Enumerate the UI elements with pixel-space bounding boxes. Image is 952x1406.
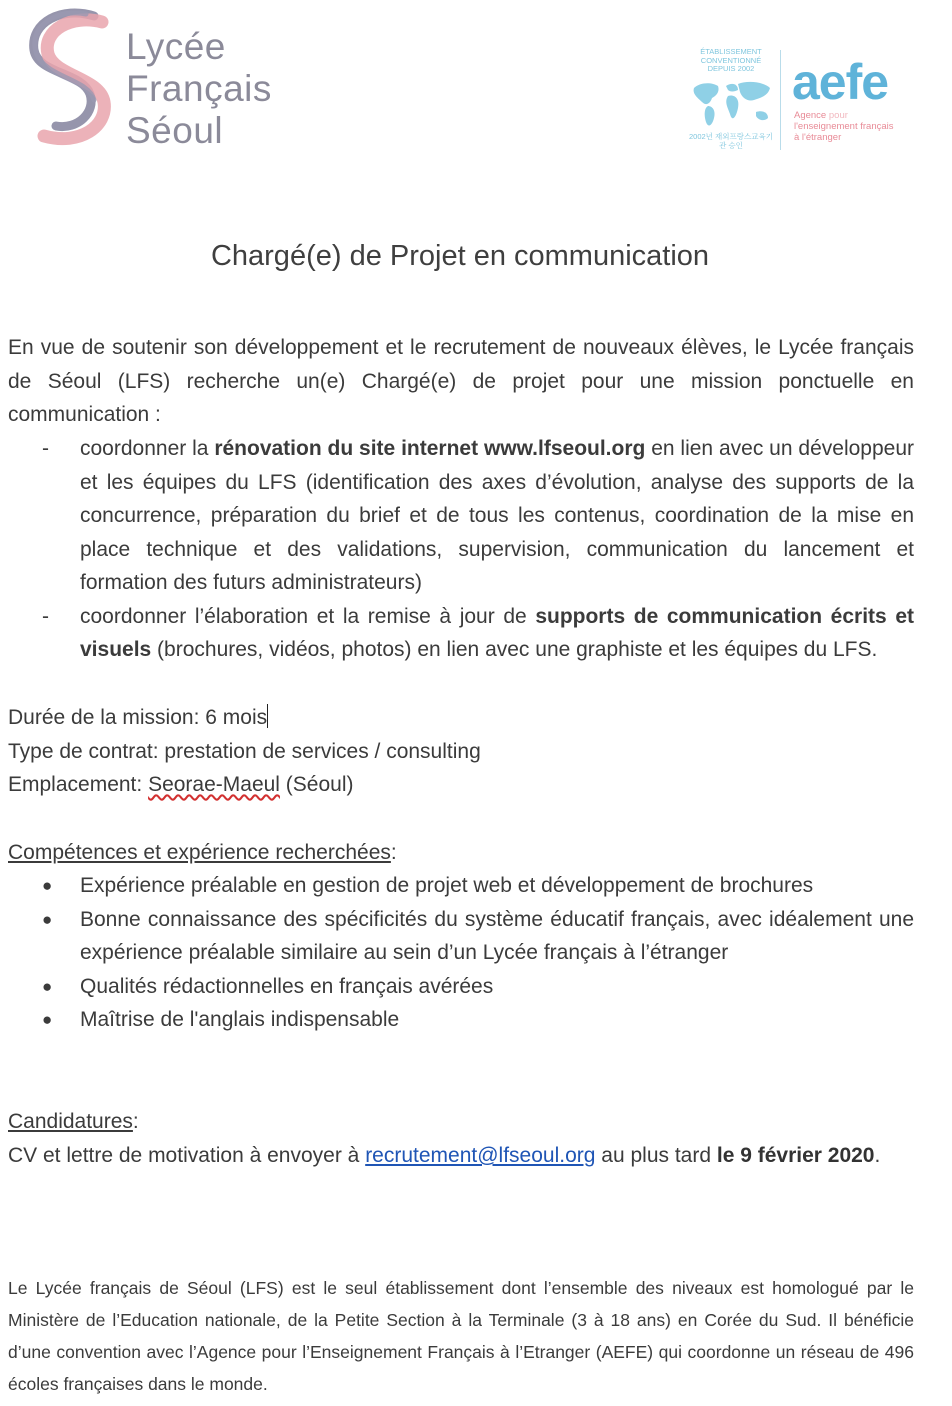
location-place: Seorae-Maeul: [148, 773, 280, 796]
list-dash-marker: -: [42, 437, 49, 460]
aefe-established-text: ÉTABLISSEMENT CONVENTIONNÉ DEPUIS 2002: [700, 47, 762, 73]
location-prefix: Emplacement:: [8, 773, 149, 796]
aefe-tagline-etranger: à l'étranger: [794, 132, 842, 143]
applications-paragraph: [8, 1139, 914, 1173]
bullet-icon: ●: [42, 876, 53, 895]
mission-duration: [8, 701, 268, 735]
text-cursor: [267, 704, 268, 728]
list-item: [8, 903, 914, 970]
intro-paragraph: En vue de soutenir son développement et le recrutement de nouveaux élèves, le Lycée français de Séoul (LFS) recherche un(e) Chargé(e) de projet pour une mission ponctuelle en communication :: [8, 336, 914, 426]
footer-paragraph: Le Lycée français de Séoul (LFS) est le seul établissement dont l’ensemble des niveaux est homologué par le Ministère de l’Education nationale, de la Petite Section à la Terminale (3 à 18 ans) en Corée du Sud. Il bénéficie d’une convention avec l’Agence pour l’Enseignement Français à l’Etranger (AEFE) qui coordonne un réseau de 496 écoles françaises dans le monde.: [8, 1278, 914, 1394]
aefe-logo: [686, 48, 916, 158]
bullet-icon: ●: [42, 976, 53, 996]
list-item: [8, 869, 914, 903]
page-title: Chargé(e) de Projet en communication: [210, 240, 710, 272]
skills-heading-colon: :: [390, 841, 397, 864]
aefe-tagline: [794, 110, 914, 143]
mission-2-before: coordonner l’élaboration et la remise à jour de: [80, 604, 536, 628]
list-item: [8, 432, 914, 600]
list-dash-marker: -: [42, 604, 49, 628]
lfs-logo-text: [126, 26, 272, 152]
mission-1-before: coordonner la: [80, 437, 215, 460]
aefe-tagline-enseignement: l'enseignement français: [794, 121, 894, 132]
lfs-logo: [22, 8, 292, 151]
contract-type: Type de contrat: prestation de services / consulting: [8, 740, 481, 763]
bullet-icon: ●: [42, 909, 53, 929]
mission-1-after: en lien avec un développeur et les équipes du LFS (identification des axes d’évolution, analyse des supports de la concurrence, préparation du brief et de tous les contenus, coordination de la mise en place technique et des validations, supervision, communication du lancement et formation des futurs administrateurs): [80, 437, 914, 594]
aefe-divider: [780, 50, 781, 150]
aefe-tagline-pour: pour: [828, 110, 848, 121]
skills-heading: [8, 836, 397, 870]
recruitment-email-link[interactable]: recrutement@lfseoul.org: [365, 1144, 596, 1167]
list-item: [8, 1003, 914, 1037]
lfs-logo-line1: Lycée: [126, 26, 226, 67]
applications-before: CV et lettre de motivation à envoyer à: [8, 1144, 366, 1167]
skills-list: [8, 869, 914, 1037]
applications-heading-colon: :: [132, 1110, 139, 1133]
skill-text: Bonne connaissance des spécificités du système éducatif français, avec idéalement une expérience préalable similaire au sein d’un Lycée français à l’étranger: [80, 907, 914, 964]
skill-text: Maîtrise de l'anglais indispensable: [80, 1008, 400, 1031]
skill-text: Expérience préalable en gestion de projet web et développement de brochures: [80, 874, 814, 897]
world-map-icon: [690, 78, 774, 130]
aefe-brand: aefe: [792, 54, 889, 110]
lfs-logo-line3: Séoul: [126, 110, 224, 151]
skills-heading-text: Compétences et expérience recherchées: [8, 841, 391, 864]
aefe-tagline-agence: Agence: [794, 110, 827, 121]
duration-text: Durée de la mission: 6 mois: [8, 706, 268, 729]
applications-heading-text: Candidatures: [8, 1110, 133, 1133]
mission-2-bold: supports de communication écrits et visuels: [80, 604, 914, 661]
location-suffix: (Séoul): [279, 773, 354, 796]
mission-list: [8, 432, 914, 667]
mission-1-bold: rénovation du site internet www.lfseoul.org: [214, 437, 646, 460]
lfs-logo-line2: Français: [126, 68, 272, 109]
applications-middle: au plus tard: [595, 1144, 717, 1167]
mission-2-after: (brochures, vidéos, photos) en lien avec une graphiste et les équipes du LFS.: [151, 638, 878, 661]
applications-end: .: [874, 1144, 881, 1167]
applications-heading: [8, 1105, 139, 1139]
applications-deadline: le 9 février 2020: [716, 1144, 875, 1167]
list-item: [8, 600, 914, 667]
aefe-korean-text: 2002년 재외프랑스교육기관 승인: [689, 132, 773, 150]
location: [8, 768, 354, 802]
bullet-icon: ●: [42, 1010, 53, 1029]
lfs-s-emblem-icon: [22, 8, 122, 148]
skill-text: Qualités rédactionnelles en français avérées: [80, 974, 494, 998]
list-item: [8, 970, 914, 1004]
